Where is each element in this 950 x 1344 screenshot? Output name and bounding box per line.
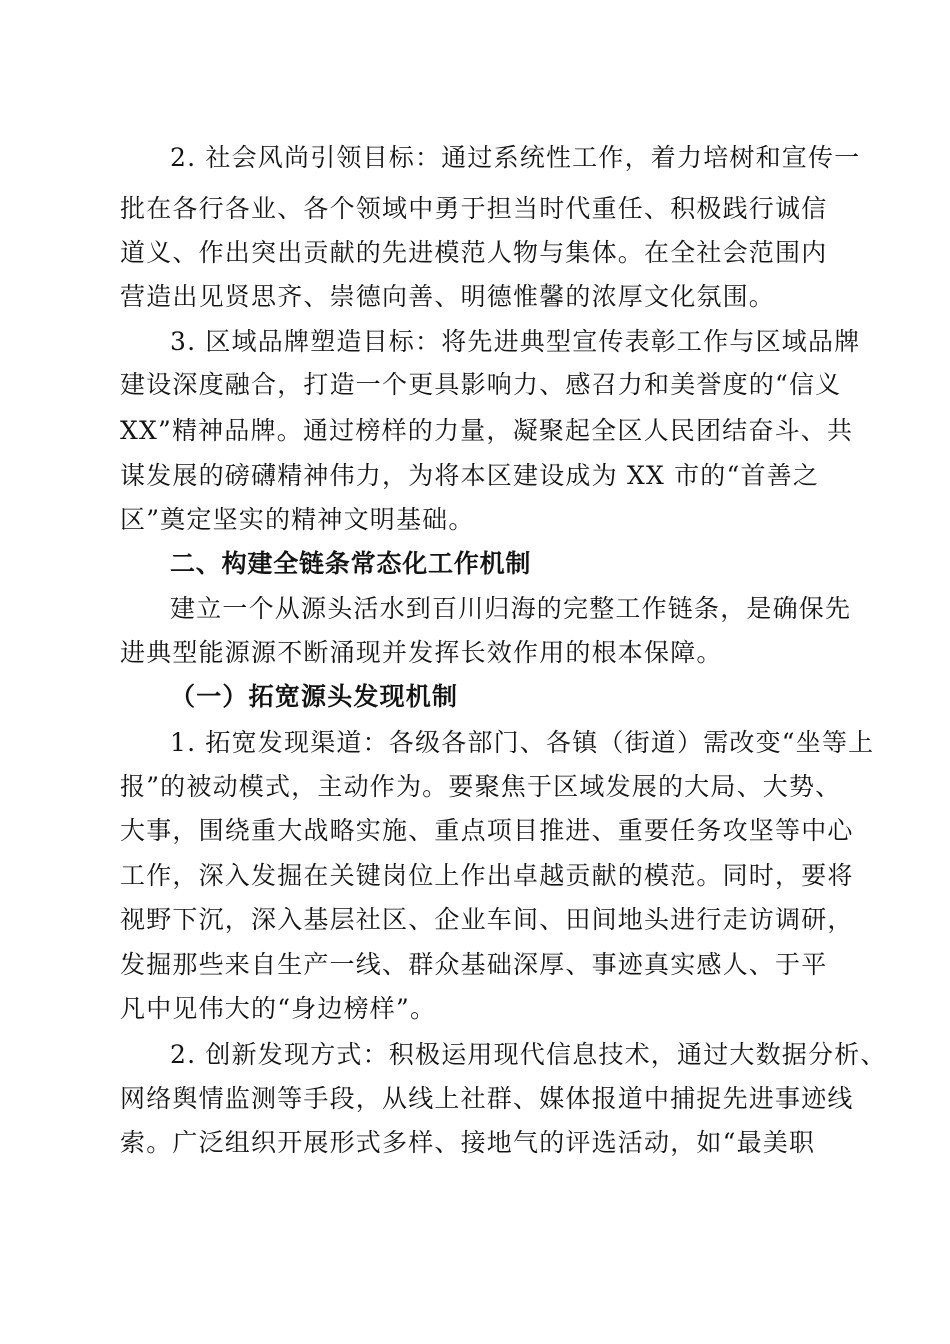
paragraph-line: 3. 区域品牌塑造目标：将先进典型宣传表彰工作与区域品牌 <box>170 327 861 356</box>
section-heading: 二、构建全链条常态化工作机制 <box>170 549 532 578</box>
paragraph-line: 区”奠定坚实的精神文明基础。 <box>120 505 475 534</box>
paragraph-line: 批在各行各业、各个领域中勇于担当时代重任、积极践行诚信 <box>120 194 828 223</box>
paragraph-line: 建设深度融合，打造一个更具影响力、感召力和美誉度的“信义 <box>120 370 842 399</box>
paragraph-line: 凡中见伟大的“身边榜样”。 <box>120 994 437 1023</box>
paragraph-line: 道义、作出突出贡献的先进模范人物与集体。在全社会范围内 <box>120 238 828 267</box>
paragraph-line: 谋发展的磅礴精神伟力，为将本区建设成为 XX 市的“首善之 <box>120 461 820 490</box>
paragraph-line: 进典型能源源不断涌现并发挥长效作用的根本保障。 <box>120 638 723 667</box>
paragraph-line: 发掘那些来自生产一线、群众基础深厚、事迹真实感人、于平 <box>120 950 828 979</box>
paragraph-line: 大事，围绕重大战略实施、重点项目推进、重要任务攻坚等中心 <box>120 816 854 845</box>
paragraph-line: 1. 拓宽发现渠道：各级各部门、各镇（街道）需改变“坐等上 <box>170 728 875 757</box>
subsection-heading: （一）拓宽源头发现机制 <box>170 682 459 711</box>
paragraph-line: 工作，深入发掘在关键岗位上作出卓越贡献的模范。同时，要将 <box>120 861 854 890</box>
paragraph-line: 视野下沉，深入基层社区、企业车间、田间地头进行走访调研， <box>120 905 854 934</box>
paragraph-line: 建立一个从源头活水到百川归海的完整工作链条，是确保先 <box>170 594 852 623</box>
paragraph-line: 网络舆情监测等手段，从线上社群、媒体报道中捕捉先进事迹线 <box>120 1084 854 1113</box>
paragraph-line: 报”的被动模式，主动作为。要聚焦于区域发展的大局、大势、 <box>120 772 842 801</box>
paragraph-line: 索。广泛组织开展形式多样、接地气的评选活动，如“最美职 <box>120 1128 816 1157</box>
paragraph-line: XX”精神品牌。通过榜样的力量，凝聚起全区人民团结奋斗、共 <box>120 416 854 445</box>
paragraph-line: 2. 创新发现方式：积极运用现代信息技术，通过大数据分析、 <box>170 1040 887 1069</box>
paragraph-line: 营造出见贤思齐、崇德向善、明德惟馨的浓厚文化氛围。 <box>120 282 776 311</box>
paragraph-line: 2. 社会风尚引领目标：通过系统性工作，着力培树和宣传一 <box>170 143 861 172</box>
